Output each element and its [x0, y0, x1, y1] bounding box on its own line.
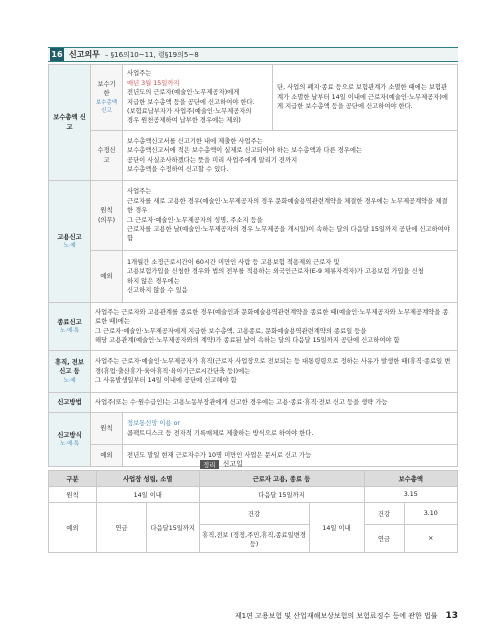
summary-table: 구분 사업장 성립, 소멸 근로자 고용, 종료 등 보수총액 원칙 14일 이내 다음달 15일까지 3.15 예외 연금 다음달15일까지 건강 14일 이내 건강 3.10 휴직,전보 (정정,주민,휴직,종료일변경 등) 연금 × — [48, 470, 458, 553]
page-number: 13 — [445, 611, 458, 621]
sub-deadline: 보수기한 보수총액신고 — [91, 65, 123, 131]
method-text: 사업주(또는 수·원수급인)는 고용노동부장관에게 신고한 경우에는 고용·종료·휴직·전보 신고 등을 생략 가능 — [91, 393, 458, 413]
sub-channel-exception: 예외 — [91, 445, 123, 467]
cat-leave: 휴직, 전보 신고 등 노·예 — [49, 351, 91, 393]
channel-exception-text: 전년도 말일 현재 근로자수가 10명 미만인 사업은 문서로 신고 가능 — [123, 445, 458, 467]
deadline-right-text: 단, 사업의 폐지·종료 등으로 보험관계가 소멸한 때에는 보험관계가 소멸한 날부터 14일 이내에 근로자(예술인·노무제공자)에게 지급한 보수총액 등을 공단에 신고하여야 한다. — [273, 65, 458, 131]
correct-text: 보수총액신고서를 신고기한 내에 제출한 사업주는 보수총액신고서에 적은 보수총액이 실제로 신고되어야 하는 보수총액과 다른 경우에는 공단이 사실조사하겠다는 뜻을 미리 사업주에게 알리기 전까지 보수총액을 수정하여 신고할 수 있다. — [123, 131, 458, 181]
cat-employ: 고용신고 노·예 — [49, 181, 91, 303]
employ-exception-text: 1개월간 소정근로시간이 60시간 미만인 사람 등 고용보험 적용제외 근로자 및 고용보험가입을 신청한 경우와 법의 전부를 적용하는 외국인근로자(E-9 체류자격자)가 고용보험 가입을 신청 하지 않은 경우에는 신고하지 않을 수 있음 — [123, 251, 458, 303]
deadline-text: 사업주는 매년 3월 15일까지 전년도의 근로자(예술인·노무제공자)에게 지급한 보수총액 등을 공단에 신고하여야 한다. (보험료납부자가 사업주(예술인·노무제공자의 경우 원천공제하여 납부한 경우에는 제외) — [123, 65, 273, 131]
cat-report-ins: 보수총액 신고 — [49, 65, 91, 181]
cat-terminate: 종료신고 노·예·특 — [49, 303, 91, 351]
cat-method: 신고방법 — [49, 393, 91, 413]
sub-employ-exception: 예외 — [91, 251, 123, 303]
terminate-text: 사업주는 근로자와 고용관계를 종료한 경우(예술인과 문화예술용역관련계약을 종료한 때(예술인·노무제공자와 노무제공계약을 종료한 때)에는 그 근로자·예술인·노무제공자에게 지급한 보수총액, 고용종료, 문화예술용역관련계약의 종료일 등을 해당 고용관계(예술인·노무제공자와의 계약)가 종료된 날이 속하는 달의 다음달 15일까지 공단에 신고하여야 함 — [91, 303, 458, 351]
sub-employ-principle: 원칙 (의무) — [91, 181, 123, 251]
summary-caption: 정리 신고일 — [200, 459, 243, 469]
leave-text: 사업주는 근로자·예술인·노무제공자가 휴직(근로자 사업장으로 전보되는 등 대통령령으로 정하는 사유가 발생한 때(휴직·종료일 변경(휴업·출산휴가·육아휴직·육아기근로시간단축 등))에는 그 사유발생일부터 14일 이내에 공단에 신고해야 함 — [91, 351, 458, 393]
employ-principle-text: 사업주는 근로자를 새로 고용한 경우(예술인·노무제공자의 경우 문화예술용역관련계약을 체결한 경우에는 노무제공계약을 체결한 경우 그 근로자·예술인·노무제공자의 성명, 주소지 등을 근로자를 고용한 날(예술인·노무제공자의 경우 노무제공을 개시일)이 속하는 달의 다음달 15일까지 공단에 신고하여야 함 — [123, 181, 458, 251]
sub-correct: 수정신고 — [91, 131, 123, 181]
main-table — [48, 64, 458, 467]
law-reference: – §16의10~11, 령§19의5~8 — [104, 50, 199, 59]
section-title: 신고의무 — [69, 50, 100, 59]
footer-text: 제1편 고용보험 및 산업재해보상보험의 보험료징수 등에 관한 법률 — [234, 612, 438, 620]
sub-channel-principle: 원칙 — [91, 413, 123, 445]
section-header — [48, 47, 458, 62]
page-footer — [235, 611, 458, 621]
channel-principle-text: 정보통신망 이용 or 콤팩트디스크 등 전자적 기록매체로 제출하는 방식으로 하여야 한다. — [123, 413, 458, 445]
cat-channel: 신고방식 노·예·특 — [49, 413, 91, 467]
section-number: 16 — [51, 50, 63, 59]
